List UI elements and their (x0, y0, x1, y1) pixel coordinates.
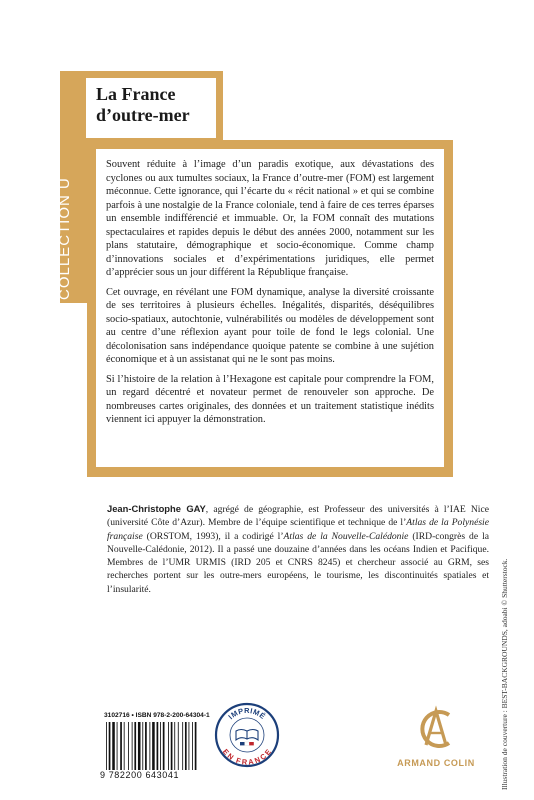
barcode-bar (195, 722, 197, 770)
stamp-top-text: IMPRIMÉ (226, 706, 268, 722)
barcode (104, 722, 200, 770)
book-title: La France d’outre-mer (96, 84, 190, 125)
barcode-bar (128, 722, 129, 770)
barcode-bar (132, 722, 133, 770)
imprime-en-france-stamp (214, 702, 280, 768)
atlas-polynesie-title: Atlas de la Polynésie française (107, 517, 489, 542)
barcode-bar (109, 722, 111, 770)
barcode-bar (145, 722, 147, 770)
publisher-name: ARMAND COLIN (397, 758, 475, 768)
collection-label: COLLECTION U (56, 177, 73, 300)
author-bio-text-1: , agrégé de géographie, est Professeur des universités à l’IAE Nice (université Côte d’Azur). Membre de l’équipe scientifique et technique de l’ (107, 504, 489, 529)
author-bio (107, 502, 489, 596)
barcode-bar (112, 722, 115, 770)
barcode-bar (117, 722, 118, 770)
author-bio-text-3: (IRD-congrès de la Nouvelle-Calédonie, 2012). Il a passé une douzaine d’années dans les océans Indien et Pacifique. Membres de l’UMR URMIS (IRD 205 et CNRS 8245) et chercheur associé au GRM, ses recherches portent sur les outre-mers européens, le tourisme, les discontinuités spatiales et l’insularité. (107, 530, 489, 595)
barcode-bar (189, 722, 190, 770)
flag-icon (240, 742, 254, 745)
description-paragraph-3: Si l’histoire de la relation à l’Hexagone est capitale pour comprendre la FOM, un regard décentré et novateur permet de renouveler son approche. De nombreuses cartes originales, des données et un traitement statistique inédits viennent ici appuyer la démonstration. (106, 373, 434, 425)
barcode-bar (178, 722, 179, 770)
author-bio-text-2: (ORSTOM, 1993), il a codirigé l’ (142, 530, 284, 542)
title-box (86, 78, 216, 138)
description-body (106, 158, 434, 433)
armand-colin-logo-icon (413, 703, 459, 755)
description-paragraph-1: Souvent réduite à l’image d’un paradis exotique, aux dévastations des cyclones ou aux tumultes sociaux, la France d’outre-mer (FOM) est largement méconnue. Cette ignorance, qui l’écarte du « récit national » et qui se combine parfois à une nostalgie de la France coloniale, tend à faire de ces terres éparses un ensemble indifférencié et immuable. Or, la FOM connaît des mutations spectaculaires et rapides depuis le début des années 2000, notamment sur les plans statutaire, démographique et socio-économique. Comme champ d’innovations sociales et d’expérimentations juridiques, elle permet d’apprécier sous un jour différent la République française. (106, 159, 434, 278)
barcode-bar (124, 722, 125, 770)
barcode-bar (171, 722, 173, 770)
barcode-bar (138, 722, 141, 770)
cover-credit: Illustration de couverture : BEST-BACKGROUNDS, adoabi © Shutterstock. (500, 558, 509, 790)
atlas-caledonie-title: Atlas de la Nouvelle-Calédonie (283, 530, 409, 542)
description-box (96, 149, 444, 467)
barcode-bar (163, 722, 165, 770)
barcode-bar (192, 722, 193, 770)
barcode-bar (152, 722, 155, 770)
barcode-bar (149, 722, 150, 770)
stamp-bottom-text: EN FRANCE (220, 747, 274, 767)
barcode-bar (157, 722, 159, 770)
barcode-bar (182, 722, 183, 770)
description-paragraph-2: Cet ouvrage, en révélant une FOM dynamique, analyse la diversité croissante de ses territoires à plusieurs échelles. Inégalités, disparités, déséquilibres socio-spatiaux, autochtonie, vulnérabilités ou modèles de développement sont au centre d’une réflexion ayant pour toile de fond le legs colonial. Une décolonisation sans indépendance quoique patente se combine à une sujétion économique et à un assistanat qui ne le sont pas moins. (106, 286, 434, 365)
barcode-bar (160, 722, 161, 770)
barcode-bar (174, 722, 175, 770)
barcode-bar (106, 722, 107, 770)
author-name: Jean-Christophe GAY (107, 503, 206, 514)
barcode-bar (185, 722, 187, 770)
barcode-bar (120, 722, 122, 770)
barcode-bar (142, 722, 143, 770)
isbn-label: 3102716 • ISBN 978-2-200-64304-1 (104, 712, 210, 719)
barcode-digits: 9 782200 643041 (100, 770, 180, 780)
barcode-bar (168, 722, 169, 770)
barcode-bar (134, 722, 136, 770)
